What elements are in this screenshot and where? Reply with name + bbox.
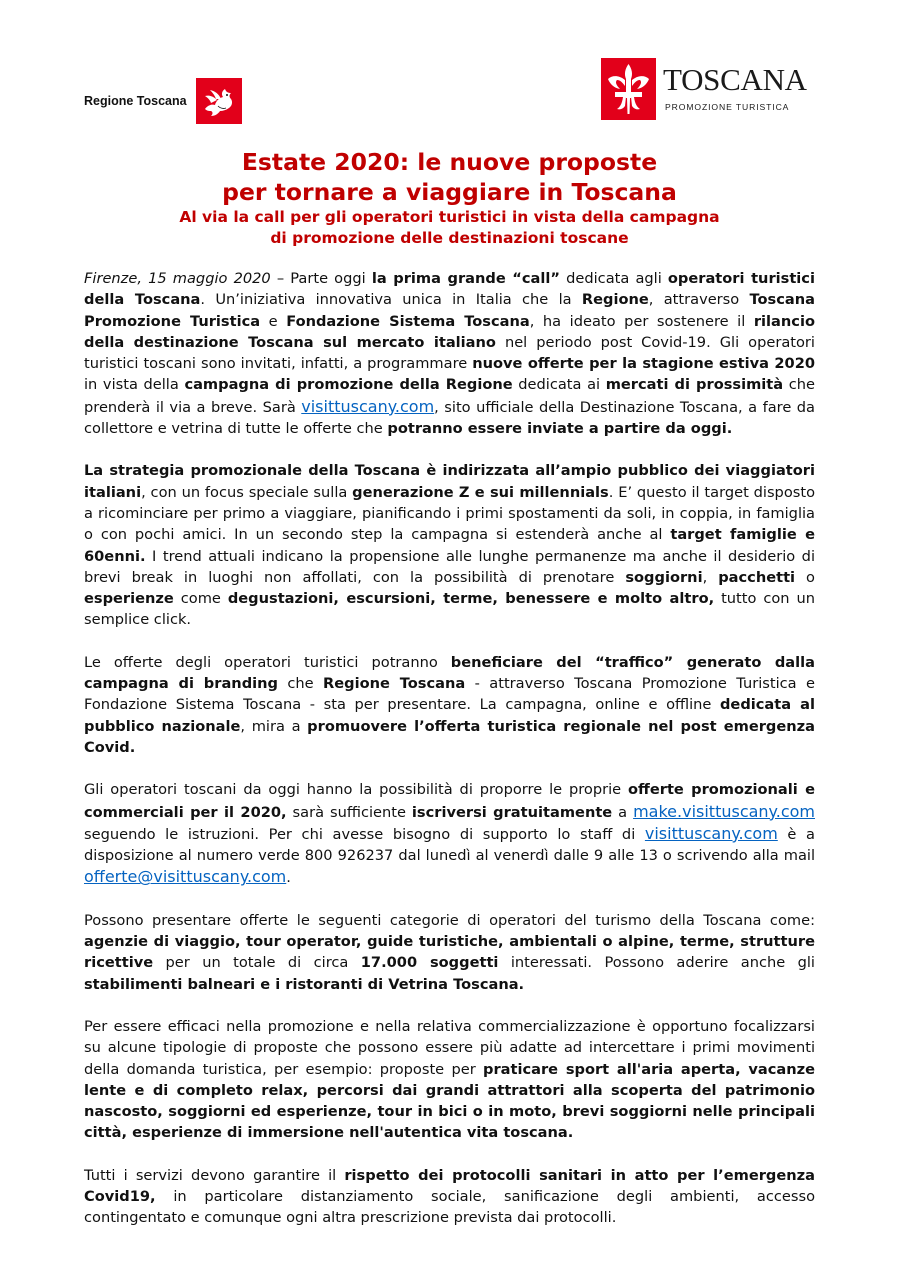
paragraph-5 [84, 910, 815, 995]
text-run: dedicata ai [512, 376, 606, 394]
text-run: è a disposizione al numero verde 800 926237 dal lunedì al venerdì dalle 9 alle 13 o scrivendo alla mail [84, 825, 815, 865]
visittuscany-link[interactable]: visittuscany.com [644, 823, 778, 843]
text-run: a [612, 803, 634, 821]
bold-run: mercati di prossimità [605, 376, 784, 394]
subtitle-line-2: di promozione delle destinazioni toscane [270, 229, 629, 247]
text-run: , ha ideato per sostenere il [529, 312, 754, 330]
text-run: - attraverso Toscana Promozione Turistica e Fondazione Sistema Toscana - sta per presentare. La campagna, online e offline [84, 675, 815, 714]
paragraph-6 [84, 1016, 815, 1144]
text-run: Tutti i servizi devono garantire il [84, 1166, 345, 1184]
offerte-email-link[interactable]: offerte@visittuscany.com [84, 867, 287, 887]
text-run: , mira a [240, 717, 308, 735]
bold-run: soggiorni [625, 568, 703, 586]
bold-run: dedicata al pubblico nazionale [84, 696, 815, 735]
paragraph-7 [84, 1165, 815, 1229]
main-title-line-1: Estate 2020: le nuove proposte [241, 148, 658, 176]
text-run: Per essere efficaci nella promozione e nella relativa commercializzazione è opportuno focalizzarsi su alcune tipologie di proposte che possono essere più adatte ad intercettare i primi movimenti della domanda turistica, per esempio: proposte per [84, 1017, 815, 1078]
article-body [84, 268, 815, 1229]
paragraph-1 [84, 268, 815, 439]
text-run: dedicata agli [560, 270, 668, 287]
title-block [84, 147, 815, 249]
bold-run: iscriversi gratuitamente [411, 803, 613, 821]
toscana-logo-subtitle: PROMOZIONE TURISTICA [665, 102, 790, 112]
text-run: – Parte oggi [270, 270, 372, 287]
paragraph-2 [84, 460, 815, 630]
visittuscany-link[interactable]: visittuscany.com [301, 396, 435, 416]
bold-run: praticare sport all'aria aperta, vacanze lente e di completo relax, percorsi dai grandi attrattori alla scoperta del patrimonio nascosto, soggiorni ed esperienze, tour in bici o in moto, brevi soggiorni nelle principali città, esperienze di immersione nell'autentica vita toscana. [84, 1060, 815, 1142]
bold-run: 17.000 soggetti [360, 954, 499, 972]
text-run: o [795, 568, 815, 586]
bold-run: generazione Z e sui millennials [352, 483, 609, 501]
text-run: . [286, 869, 291, 887]
make-visittuscany-link[interactable]: make.visittuscany.com [633, 801, 815, 821]
text-run: , attraverso [648, 291, 750, 309]
text-run: nel periodo post Covid-19. Gli operatori turistici toscani sono invitati, infatti, a programmare [84, 333, 815, 373]
bold-run: beneficiare del “traffico” generato dalla campagna di branding [84, 653, 815, 693]
text-run: che [277, 675, 324, 693]
regione-toscana-label: Regione Toscana [84, 94, 187, 108]
text-run: e [260, 312, 287, 330]
bold-run: La strategia promozionale della Toscana è indirizzata all’ampio pubblico dei viaggiatori italiani [84, 462, 815, 501]
toscana-logo-name: TOSCANA [663, 62, 807, 97]
text-run: seguendo le istruzioni. Per chi avesse bisogno di supporto lo staff di [84, 825, 645, 843]
text-run: in particolare distanziamento sociale, sanificazione degli ambienti, accesso contingentato e comunque ogni altra prescrizione prevista dai protocolli. [84, 1187, 815, 1227]
paragraph-3 [84, 652, 815, 758]
text-run: Le offerte degli operatori turistici potranno [84, 653, 451, 671]
bold-run: offerte promozionali e commerciali per il 2020, [84, 781, 815, 821]
text-run: , [702, 568, 719, 586]
bold-run: potranno essere inviate a partire da oggi. [387, 420, 733, 438]
bold-run: rilancio della destinazione Toscana sul mercato italiano [84, 312, 815, 351]
bold-run: nuove offerte per la stagione estiva 2020 [472, 355, 815, 373]
text-run: . E’ questo il target disposto a ricominciare per primo a viaggiare, pianificando i primi spostamenti da soli, in coppia, in famiglia o con pochi amici. In un secondo step la campagna si estenderà anche al [84, 483, 816, 544]
text-run: interessati. Possono aderire anche gli [498, 954, 815, 972]
toscana-promozione-logo [601, 58, 816, 120]
text-run: che prenderà il via a breve. Sarà [84, 376, 816, 416]
bold-run: rispetto dei protocolli sanitari in atto per l’emergenza Covid19, [84, 1166, 815, 1205]
text-run: . Un’iniziativa innovativa unica in Italia che la [200, 291, 582, 309]
bold-run: target famiglie e 60enni. [84, 526, 816, 565]
bold-run: agenzie di viaggio, tour operator, guide turistiche, ambientali o alpine, terme, strutture ricettive [84, 933, 815, 972]
text-run: come [173, 590, 228, 608]
dateline: Firenze, 15 maggio 2020 [84, 270, 271, 287]
text-run: I trend attuali indicano la propensione alle lunghe permanenze ma anche il desiderio di brevi break in luoghi non affollati, con la possibilità di prenotare [84, 547, 815, 586]
bold-run: Fondazione Sistema Toscana [286, 312, 530, 330]
bold-run: campagna di promozione della Regione [184, 376, 513, 394]
text-run: Possono presentare offerte le seguenti categorie di operatori del turismo della Toscana come: [84, 911, 815, 929]
bold-run: Toscana Promozione Turistica [84, 291, 815, 330]
bold-run: stabilimenti balneari e i ristoranti di Vetrina Toscana. [84, 975, 525, 993]
text-run: sarà sufficiente [286, 803, 412, 821]
bold-run: operatori turistici della Toscana [84, 270, 815, 309]
florence-lily-icon [601, 58, 656, 120]
regione-toscana-logo [84, 78, 242, 124]
text-run: tutto con un semplice click. [84, 590, 815, 629]
bold-run: pacchetti [718, 568, 796, 586]
pegasus-icon [196, 78, 242, 124]
bold-run: degustazioni, escursioni, terme, benessere e molto altro, [227, 590, 715, 608]
subtitle-line-1: Al via la call per gli operatori turistici in vista della campagna [179, 208, 720, 226]
text-run: Gli operatori toscani da oggi hanno la possibilità di proporre le proprie [84, 781, 628, 799]
text-run: per un totale di circa [153, 954, 361, 972]
bold-run: Regione [581, 291, 649, 309]
bold-run: la prima grande “call” [371, 270, 560, 287]
bold-run: esperienze [84, 590, 174, 608]
text-run: , con un focus speciale sulla [141, 483, 353, 501]
bold-run: promuovere l’offerta turistica regionale nel post emergenza Covid. [84, 717, 815, 756]
bold-run: Regione Toscana [323, 675, 466, 693]
text-run: , sito ufficiale della Destinazione Toscana, a fare da collettore e vetrina di tutte le offerte che [84, 398, 815, 438]
paragraph-4 [84, 779, 815, 888]
text-run: in vista della [84, 376, 185, 394]
main-title-line-2: per tornare a viaggiare in Toscana [222, 178, 677, 206]
